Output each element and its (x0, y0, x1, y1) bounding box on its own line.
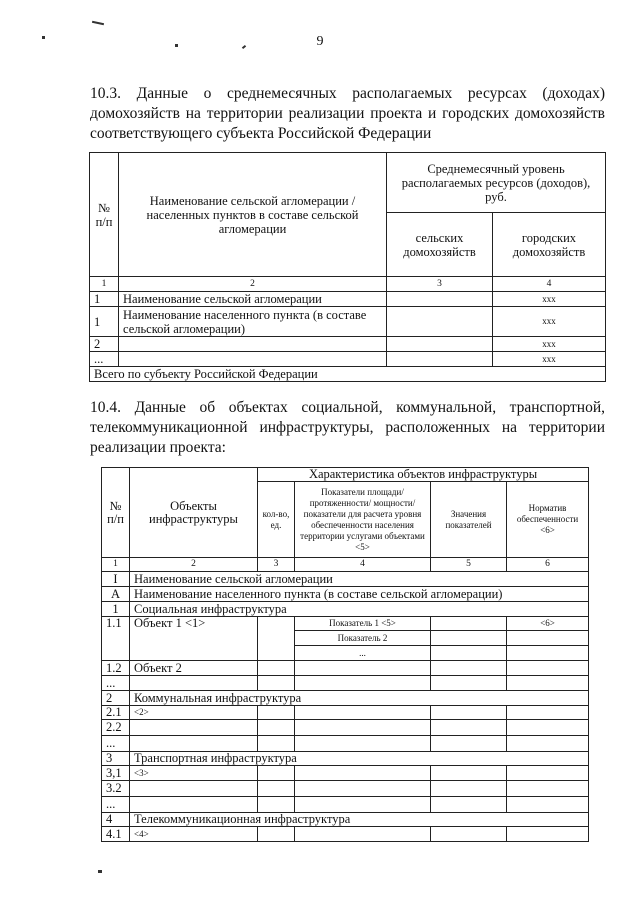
row-rural (387, 337, 493, 352)
table-row (90, 337, 606, 352)
table-row (102, 587, 589, 602)
row-num: 3,1 (102, 766, 130, 781)
section-10-3-heading: 10.3. Данные о среднемесячных располагаемых ресурсах (доходах) домохозяйств на территории реализации проекта и городских домохозяйств соответствующего субъекта Российской Федерации (90, 85, 605, 142)
row-num: I (102, 572, 130, 587)
row-num: 2.2 (102, 720, 130, 736)
row-name (119, 337, 387, 352)
row-num: А (102, 587, 130, 602)
row-label: <4> (130, 827, 258, 842)
value-cell (431, 617, 507, 631)
index-cell: 4 (493, 277, 606, 292)
page-number: 9 (316, 34, 324, 49)
row-num: 1.2 (102, 661, 130, 676)
index-cell: 2 (119, 277, 387, 292)
row-num: 2.1 (102, 706, 130, 720)
index-cell: 5 (431, 558, 507, 572)
total-label: Всего по субъекту Российской Федерации (90, 367, 606, 382)
col-characteristics-group-header: Характеристика объектов инфраструктуры (258, 468, 589, 482)
table-row (102, 720, 589, 736)
row-urban: xxx (493, 352, 606, 367)
income-table (89, 152, 606, 382)
col-objects-header: Объекты инфраструктуры (130, 468, 258, 558)
col-norm-header: Норматив обеспеченности <6> (507, 482, 589, 558)
row-label: Телекоммуникационная инфраструктура (130, 813, 589, 827)
table-row (102, 572, 589, 587)
table-row (102, 827, 589, 842)
norm-cell (507, 631, 589, 646)
row-num: ... (102, 797, 130, 813)
index-cell: 2 (130, 558, 258, 572)
col-rural-header: сельских домохозяйств (387, 213, 493, 277)
row-rural (387, 352, 493, 367)
row-num: 1 (90, 292, 119, 307)
index-cell: 4 (295, 558, 431, 572)
col-indicators-header: Показатели площади/ протяженности/ мощности/ показатели для расчета уровня обеспеченности населения территории услугами объектами <5> (295, 482, 431, 558)
row-num: 1 (90, 307, 119, 337)
row-label: Социальная инфраструктура (130, 602, 589, 617)
col-urban-header: городских домохозяйств (493, 213, 606, 277)
row-num: 1 (102, 602, 130, 617)
table-row (102, 691, 589, 706)
row-label: Объект 2 (130, 661, 258, 676)
row-label: <2> (130, 706, 258, 720)
row-rural (387, 307, 493, 337)
scan-speck (98, 870, 102, 873)
table-row (102, 661, 589, 676)
row-label: Транспортная инфраструктура (130, 752, 589, 766)
qty-cell (258, 617, 295, 661)
table-row (102, 617, 589, 631)
table-row (102, 752, 589, 766)
table-row (102, 766, 589, 781)
value-cell (431, 631, 507, 646)
row-label: <3> (130, 766, 258, 781)
row-urban: xxx (493, 337, 606, 352)
row-num: ... (90, 352, 119, 367)
row-num: 2 (102, 691, 130, 706)
row-name: Наименование населенного пункта (в составе сельской агломерации) (119, 307, 387, 337)
row-num: ... (102, 676, 130, 691)
col-values-header: Значения показателей (431, 482, 507, 558)
row-num: 4.1 (102, 827, 130, 842)
table-row (102, 781, 589, 797)
indicator-cell: ... (295, 646, 431, 661)
row-rural (387, 292, 493, 307)
table-row (102, 602, 589, 617)
table-row (90, 352, 606, 367)
table-row (90, 292, 606, 307)
index-cell: 3 (258, 558, 295, 572)
table-row (102, 736, 589, 752)
row-urban: xxx (493, 307, 606, 337)
col-qty-header: кол-во, ед. (258, 482, 295, 558)
table-row (102, 797, 589, 813)
index-cell: 6 (507, 558, 589, 572)
index-cell: 1 (90, 277, 119, 292)
row-name: Наименование сельской агломерации (119, 292, 387, 307)
row-label: Коммунальная инфраструктура (130, 691, 589, 706)
table-row (102, 813, 589, 827)
norm-cell: <6> (507, 617, 589, 631)
row-label: Наименование сельской агломерации (130, 572, 589, 587)
table-row (90, 307, 606, 337)
section-10-4-heading: 10.4. Данные об объектах социальной, коммунальной, транспортной, телекоммуникационной инфраструктуры, расположенных на территории реализации проекта: (90, 399, 605, 456)
index-cell: 1 (102, 558, 130, 572)
row-label: Наименование населенного пункта (в составе сельской агломерации) (130, 587, 589, 602)
row-label: Объект 1 <1> (130, 617, 258, 661)
row-num: 4 (102, 813, 130, 827)
table-row (102, 676, 589, 691)
row-urban: xxx (493, 292, 606, 307)
col-income-group-header: Среднемесячный уровень располагаемых ресурсов (доходов), руб. (387, 153, 606, 213)
col-name-header: Наименование сельской агломерации / населенных пунктов в составе сельской агломерации (119, 153, 387, 277)
row-num: ... (102, 736, 130, 752)
row-name (119, 352, 387, 367)
table-row (102, 706, 589, 720)
infrastructure-table (101, 467, 589, 842)
col-num-header: № п/п (102, 468, 130, 558)
indicator-cell: Показатель 2 (295, 631, 431, 646)
indicator-cell: Показатель 1 <5> (295, 617, 431, 631)
row-num: 3 (102, 752, 130, 766)
row-num: 2 (90, 337, 119, 352)
col-num-header: № п/п (90, 153, 119, 277)
row-num: 3.2 (102, 781, 130, 797)
norm-cell (507, 646, 589, 661)
value-cell (431, 646, 507, 661)
index-cell: 3 (387, 277, 493, 292)
row-num: 1.1 (102, 617, 130, 661)
total-row (90, 367, 606, 382)
scan-speck (92, 21, 104, 25)
